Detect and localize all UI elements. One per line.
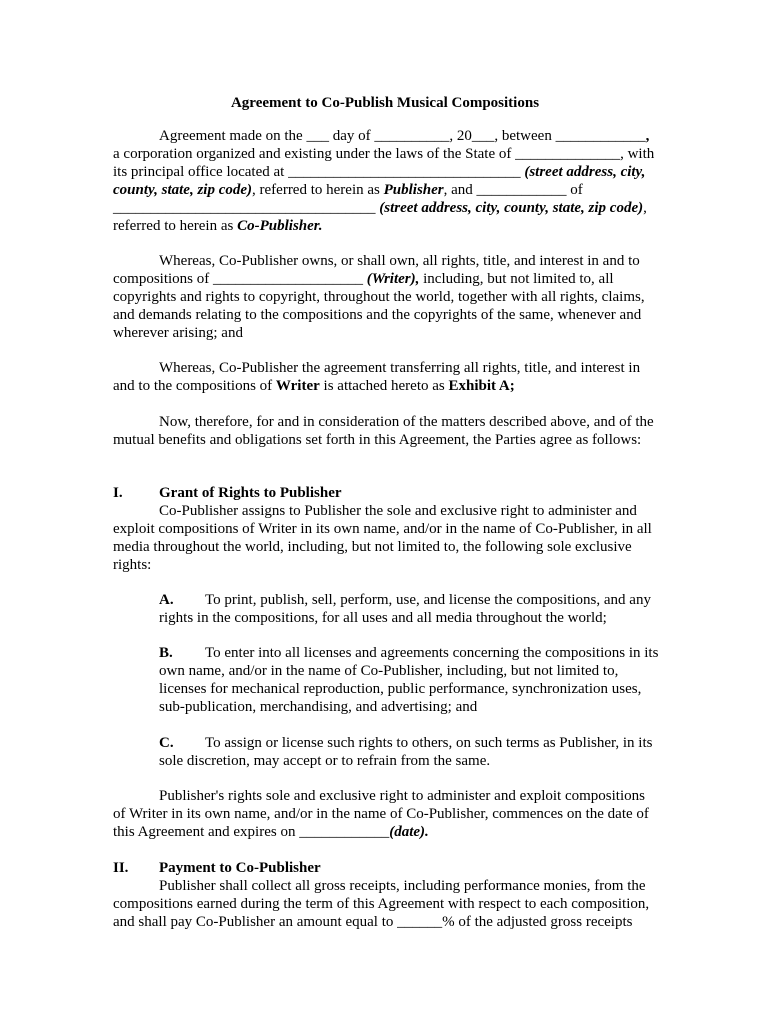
intro-address-placeholder-2: (street address, city, county, state, zip code) xyxy=(379,199,644,216)
intro-text-3: a corporation organized and existing under the laws of the State of ______________, with its principal office located at _______________________________ xyxy=(113,145,655,180)
item-a-text: To print, publish, sell, perform, use, and license the compositions, and any rights in the compositions, for all uses and all media throughout the world; xyxy=(159,592,651,626)
intro-text-9: , referred to herein as xyxy=(113,199,647,234)
section-1-number: I. xyxy=(113,485,123,501)
section-1-item-b xyxy=(159,645,659,717)
whereas2-text-1: Whereas, Co-Publisher the agreement transferring all rights, title, and interest in and to the compositions of xyxy=(113,360,641,394)
section-1-closing xyxy=(113,788,658,842)
whereas2-text-3: is attached hereto as xyxy=(319,377,449,394)
section-1-heading xyxy=(113,485,658,503)
whereas1-text-3: including, but not limited to, all copyrights and rights to copyright, throughout the world, together with all rights, claims, and demands relating to the compositions and the copyrights of the same, whenever and wherever arising; and xyxy=(113,270,645,341)
section-1-closing-text: Publisher's rights sole and exclusive right to administer and exploit compositions of Writer in its own name, and/or in the name of Co-Publisher, commences on the date of this Agreement and expires on ____________ xyxy=(113,788,649,840)
intro-text-5: , referred to herein as xyxy=(252,181,384,198)
item-c-letter: C. xyxy=(159,735,174,751)
now-therefore-paragraph: Now, therefore, for and in consideration of the matters described above, and of the mutual benefits and obligations set forth in this Agreement, the Parties agree as follows: xyxy=(113,414,654,448)
whereas-paragraph-1 xyxy=(113,253,658,343)
intro-address-placeholder-1: (street address, city, county, state, zip code) xyxy=(113,163,646,198)
whereas-paragraph-2 xyxy=(113,360,658,396)
section-1-body: Co-Publisher assigns to Publisher the sole and exclusive right to administer and exploit compositions of Writer in its own name, and/or in the name of Co-Publisher, in all media throughout the world, including, but not limited to, the following sole exclusive rights: xyxy=(113,503,652,573)
date-placeholder: (date). xyxy=(389,823,429,840)
item-c-text: To assign or license such rights to others, on such terms as Publisher, in its sole discretion, may accept or to refrain from the same. xyxy=(159,735,653,769)
section-2-heading xyxy=(113,860,658,878)
section-2-number: II. xyxy=(113,860,129,876)
writer-term: (Writer), xyxy=(366,270,420,287)
intro-text-7: , and ____________ of ___________________________________ xyxy=(113,181,583,216)
whereas1-text-1: Whereas, Co-Publisher owns, or shall own, all rights, title, and interest in and to compositions of ____________________ xyxy=(113,253,640,287)
section-1-title: Grant of Rights to Publisher xyxy=(159,485,342,501)
item-a-letter: A. xyxy=(159,592,174,608)
intro-text-2: , xyxy=(645,128,650,144)
section-1-item-a xyxy=(159,592,659,628)
exhibit-a-bold: Exhibit A; xyxy=(448,377,515,394)
intro-text-1: Agreement made on the ___ day of __________, 20___, between ____________ xyxy=(159,128,646,144)
section-2-body: Publisher shall collect all gross receipts, including performance monies, from the compositions earned during the term of this Agreement with respect to each composition, and shall pay Co-Publisher an amount equal to ______% of the adjusted gross receipts xyxy=(113,878,650,930)
section-2-title: Payment to Co-Publisher xyxy=(159,860,321,876)
publisher-term: Publisher xyxy=(383,181,444,198)
section-1-item-c xyxy=(159,735,659,771)
co-publisher-term: Co-Publisher. xyxy=(237,217,323,234)
intro-paragraph xyxy=(113,128,658,235)
writer-bold: Writer xyxy=(275,377,320,394)
item-b-letter: B. xyxy=(159,645,173,661)
item-b-text: To enter into all licenses and agreements concerning the compositions in its own name, and/or in the name of Co-Publisher, including, but not limited to, licenses for mechanical reproduction, public performance, synchronization uses, sub-publication, merchandising, and advertising; and xyxy=(159,645,659,715)
document-title: Agreement to Co-Publish Musical Compositions xyxy=(230,95,540,111)
